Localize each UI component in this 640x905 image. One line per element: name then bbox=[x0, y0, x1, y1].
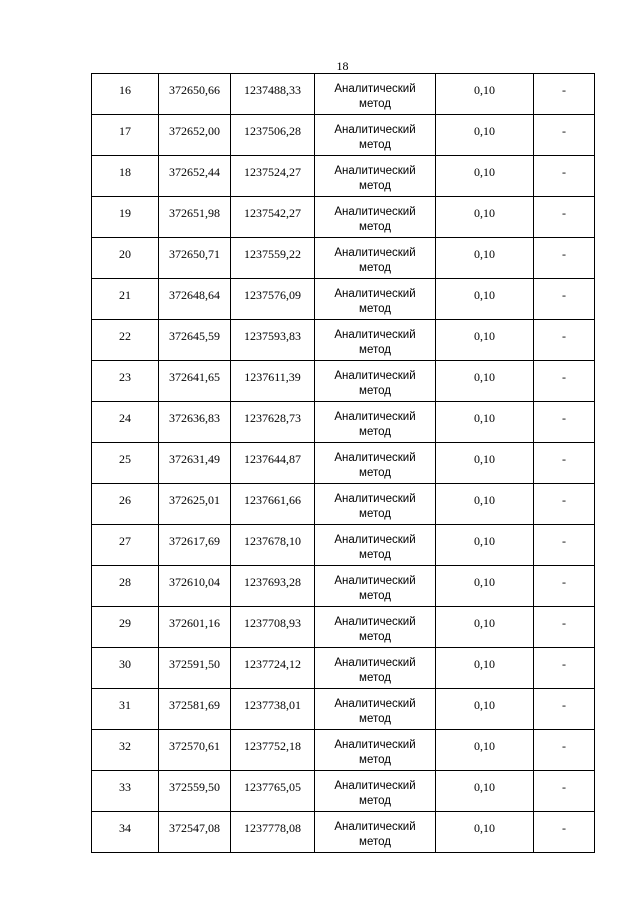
note-cell bbox=[534, 812, 595, 853]
method-line-1: Аналитический bbox=[334, 288, 416, 300]
method-line-2: метод bbox=[359, 549, 391, 561]
note-cell bbox=[534, 402, 595, 443]
x-coordinate-cell bbox=[159, 197, 231, 238]
method-line-1: Аналитический bbox=[334, 821, 416, 833]
accuracy-cell bbox=[436, 607, 534, 648]
accuracy-value: 0,10 bbox=[474, 247, 495, 261]
point-number-cell bbox=[92, 648, 159, 689]
point-number-value: 16 bbox=[119, 83, 131, 97]
accuracy-cell bbox=[436, 812, 534, 853]
y-coordinate-cell bbox=[231, 279, 315, 320]
accuracy-cell bbox=[436, 402, 534, 443]
accuracy-value: 0,10 bbox=[474, 575, 495, 589]
note-cell bbox=[534, 320, 595, 361]
x-coordinate-cell bbox=[159, 320, 231, 361]
method-cell bbox=[315, 279, 436, 320]
method-line-2: метод bbox=[359, 426, 391, 438]
method-line-2: метод bbox=[359, 262, 391, 274]
table-row bbox=[92, 484, 595, 525]
method-cell bbox=[315, 74, 436, 115]
note-value: - bbox=[562, 411, 566, 425]
accuracy-value: 0,10 bbox=[474, 83, 495, 97]
x-coordinate-value: 372652,44 bbox=[169, 165, 220, 179]
y-coordinate-value: 1237644,87 bbox=[244, 452, 301, 466]
method-cell bbox=[315, 443, 436, 484]
table-row bbox=[92, 566, 595, 607]
accuracy-cell bbox=[436, 689, 534, 730]
x-coordinate-value: 372559,50 bbox=[169, 780, 220, 794]
method-line-1: Аналитический bbox=[334, 575, 416, 587]
note-cell bbox=[534, 115, 595, 156]
coordinates-table bbox=[91, 73, 595, 853]
x-coordinate-cell bbox=[159, 402, 231, 443]
note-cell bbox=[534, 525, 595, 566]
note-value: - bbox=[562, 698, 566, 712]
accuracy-cell bbox=[436, 156, 534, 197]
note-cell bbox=[534, 484, 595, 525]
accuracy-cell bbox=[436, 771, 534, 812]
accuracy-value: 0,10 bbox=[474, 165, 495, 179]
method-line-2: метод bbox=[359, 713, 391, 725]
method-line-2: метод bbox=[359, 98, 391, 110]
point-number-cell bbox=[92, 402, 159, 443]
method-line-2: метод bbox=[359, 508, 391, 520]
table-row bbox=[92, 730, 595, 771]
y-coordinate-value: 1237738,01 bbox=[244, 698, 301, 712]
x-coordinate-cell bbox=[159, 156, 231, 197]
x-coordinate-value: 372591,50 bbox=[169, 657, 220, 671]
y-coordinate-value: 1237524,27 bbox=[244, 165, 301, 179]
method-line-2: метод bbox=[359, 795, 391, 807]
point-number-value: 21 bbox=[119, 288, 131, 302]
method-line-1: Аналитический bbox=[334, 124, 416, 136]
note-value: - bbox=[562, 534, 566, 548]
point-number-value: 22 bbox=[119, 329, 131, 343]
method-line-2: метод bbox=[359, 754, 391, 766]
point-number-cell bbox=[92, 74, 159, 115]
x-coordinate-value: 372641,65 bbox=[169, 370, 220, 384]
note-value: - bbox=[562, 288, 566, 302]
y-coordinate-cell bbox=[231, 771, 315, 812]
method-line-2: метод bbox=[359, 836, 391, 848]
y-coordinate-value: 1237678,10 bbox=[244, 534, 301, 548]
x-coordinate-value: 372645,59 bbox=[169, 329, 220, 343]
y-coordinate-cell bbox=[231, 607, 315, 648]
note-value: - bbox=[562, 780, 566, 794]
table-row bbox=[92, 279, 595, 320]
note-value: - bbox=[562, 452, 566, 466]
point-number-value: 27 bbox=[119, 534, 131, 548]
method-line-1: Аналитический bbox=[334, 165, 416, 177]
accuracy-value: 0,10 bbox=[474, 657, 495, 671]
point-number-cell bbox=[92, 115, 159, 156]
note-value: - bbox=[562, 206, 566, 220]
table-row bbox=[92, 320, 595, 361]
y-coordinate-cell bbox=[231, 648, 315, 689]
method-cell bbox=[315, 730, 436, 771]
accuracy-value: 0,10 bbox=[474, 493, 495, 507]
point-number-value: 30 bbox=[119, 657, 131, 671]
x-coordinate-cell bbox=[159, 730, 231, 771]
method-line-1: Аналитический bbox=[334, 370, 416, 382]
method-cell bbox=[315, 238, 436, 279]
table-row bbox=[92, 525, 595, 566]
note-cell bbox=[534, 74, 595, 115]
y-coordinate-value: 1237506,28 bbox=[244, 124, 301, 138]
method-line-1: Аналитический bbox=[334, 780, 416, 792]
accuracy-value: 0,10 bbox=[474, 329, 495, 343]
accuracy-value: 0,10 bbox=[474, 780, 495, 794]
point-number-cell bbox=[92, 484, 159, 525]
table-row bbox=[92, 443, 595, 484]
method-line-1: Аналитический bbox=[334, 493, 416, 505]
point-number-cell bbox=[92, 320, 159, 361]
note-cell bbox=[534, 279, 595, 320]
x-coordinate-cell bbox=[159, 443, 231, 484]
y-coordinate-value: 1237752,18 bbox=[244, 739, 301, 753]
method-line-1: Аналитический bbox=[334, 739, 416, 751]
x-coordinate-value: 372648,64 bbox=[169, 288, 220, 302]
table-row bbox=[92, 361, 595, 402]
y-coordinate-value: 1237765,05 bbox=[244, 780, 301, 794]
accuracy-value: 0,10 bbox=[474, 452, 495, 466]
note-value: - bbox=[562, 124, 566, 138]
point-number-value: 34 bbox=[119, 821, 131, 835]
method-line-2: метод bbox=[359, 385, 391, 397]
note-cell bbox=[534, 156, 595, 197]
method-line-1: Аналитический bbox=[334, 206, 416, 218]
x-coordinate-value: 372547,08 bbox=[169, 821, 220, 835]
table-row bbox=[92, 115, 595, 156]
y-coordinate-cell bbox=[231, 238, 315, 279]
note-value: - bbox=[562, 657, 566, 671]
note-cell bbox=[534, 607, 595, 648]
table-row bbox=[92, 156, 595, 197]
accuracy-value: 0,10 bbox=[474, 206, 495, 220]
method-line-1: Аналитический bbox=[334, 616, 416, 628]
method-line-1: Аналитический bbox=[334, 534, 416, 546]
y-coordinate-cell bbox=[231, 197, 315, 238]
point-number-cell bbox=[92, 689, 159, 730]
accuracy-cell bbox=[436, 361, 534, 402]
method-line-1: Аналитический bbox=[334, 247, 416, 259]
y-coordinate-value: 1237611,39 bbox=[244, 370, 301, 384]
y-coordinate-value: 1237542,27 bbox=[244, 206, 301, 220]
point-number-value: 18 bbox=[119, 165, 131, 179]
method-cell bbox=[315, 689, 436, 730]
y-coordinate-value: 1237628,73 bbox=[244, 411, 301, 425]
accuracy-value: 0,10 bbox=[474, 739, 495, 753]
x-coordinate-cell bbox=[159, 361, 231, 402]
method-cell bbox=[315, 525, 436, 566]
accuracy-value: 0,10 bbox=[474, 411, 495, 425]
y-coordinate-cell bbox=[231, 525, 315, 566]
y-coordinate-cell bbox=[231, 730, 315, 771]
table-row bbox=[92, 689, 595, 730]
accuracy-value: 0,10 bbox=[474, 698, 495, 712]
method-cell bbox=[315, 197, 436, 238]
point-number-value: 23 bbox=[119, 370, 131, 384]
accuracy-value: 0,10 bbox=[474, 534, 495, 548]
x-coordinate-cell bbox=[159, 812, 231, 853]
method-cell bbox=[315, 361, 436, 402]
y-coordinate-cell bbox=[231, 566, 315, 607]
accuracy-cell bbox=[436, 730, 534, 771]
accuracy-cell bbox=[436, 320, 534, 361]
y-coordinate-cell bbox=[231, 443, 315, 484]
table-row bbox=[92, 402, 595, 443]
accuracy-cell bbox=[436, 484, 534, 525]
method-line-2: метод bbox=[359, 139, 391, 151]
method-cell bbox=[315, 156, 436, 197]
table-row bbox=[92, 197, 595, 238]
y-coordinate-cell bbox=[231, 812, 315, 853]
accuracy-cell bbox=[436, 238, 534, 279]
note-value: - bbox=[562, 821, 566, 835]
point-number-value: 26 bbox=[119, 493, 131, 507]
x-coordinate-value: 372651,98 bbox=[169, 206, 220, 220]
method-line-2: метод bbox=[359, 303, 391, 315]
y-coordinate-value: 1237693,28 bbox=[244, 575, 301, 589]
note-value: - bbox=[562, 83, 566, 97]
method-cell bbox=[315, 115, 436, 156]
x-coordinate-cell bbox=[159, 484, 231, 525]
y-coordinate-value: 1237559,22 bbox=[244, 247, 301, 261]
method-cell bbox=[315, 566, 436, 607]
method-line-1: Аналитический bbox=[334, 411, 416, 423]
y-coordinate-cell bbox=[231, 320, 315, 361]
x-coordinate-cell bbox=[159, 566, 231, 607]
note-cell bbox=[534, 238, 595, 279]
accuracy-value: 0,10 bbox=[474, 124, 495, 138]
y-coordinate-value: 1237778,08 bbox=[244, 821, 301, 835]
x-coordinate-value: 372625,01 bbox=[169, 493, 220, 507]
note-value: - bbox=[562, 616, 566, 630]
y-coordinate-value: 1237576,09 bbox=[244, 288, 301, 302]
point-number-value: 17 bbox=[119, 124, 131, 138]
method-cell bbox=[315, 484, 436, 525]
y-coordinate-value: 1237661,66 bbox=[244, 493, 301, 507]
x-coordinate-cell bbox=[159, 74, 231, 115]
method-line-2: метод bbox=[359, 221, 391, 233]
note-cell bbox=[534, 771, 595, 812]
accuracy-cell bbox=[436, 197, 534, 238]
method-line-1: Аналитический bbox=[334, 83, 416, 95]
table-row bbox=[92, 771, 595, 812]
note-value: - bbox=[562, 370, 566, 384]
point-number-cell bbox=[92, 607, 159, 648]
x-coordinate-value: 372631,49 bbox=[169, 452, 220, 466]
note-cell bbox=[534, 197, 595, 238]
y-coordinate-cell bbox=[231, 115, 315, 156]
accuracy-value: 0,10 bbox=[474, 821, 495, 835]
x-coordinate-cell bbox=[159, 525, 231, 566]
y-coordinate-value: 1237593,83 bbox=[244, 329, 301, 343]
point-number-cell bbox=[92, 812, 159, 853]
point-number-cell bbox=[92, 361, 159, 402]
method-line-2: метод bbox=[359, 467, 391, 479]
x-coordinate-cell bbox=[159, 771, 231, 812]
method-cell bbox=[315, 812, 436, 853]
accuracy-cell bbox=[436, 279, 534, 320]
y-coordinate-cell bbox=[231, 74, 315, 115]
method-line-2: метод bbox=[359, 590, 391, 602]
x-coordinate-value: 372650,71 bbox=[169, 247, 220, 261]
note-value: - bbox=[562, 165, 566, 179]
note-cell bbox=[534, 361, 595, 402]
x-coordinate-value: 372610,04 bbox=[169, 575, 220, 589]
note-cell bbox=[534, 648, 595, 689]
y-coordinate-value: 1237708,93 bbox=[244, 616, 301, 630]
y-coordinate-value: 1237488,33 bbox=[244, 83, 301, 97]
method-line-1: Аналитический bbox=[334, 329, 416, 341]
note-value: - bbox=[562, 247, 566, 261]
method-line-2: метод bbox=[359, 631, 391, 643]
point-number-value: 25 bbox=[119, 452, 131, 466]
y-coordinate-cell bbox=[231, 156, 315, 197]
point-number-cell bbox=[92, 771, 159, 812]
x-coordinate-value: 372601,16 bbox=[169, 616, 220, 630]
point-number-cell bbox=[92, 730, 159, 771]
y-coordinate-cell bbox=[231, 689, 315, 730]
table-row bbox=[92, 607, 595, 648]
point-number-value: 19 bbox=[119, 206, 131, 220]
x-coordinate-value: 372636,83 bbox=[169, 411, 220, 425]
point-number-value: 29 bbox=[119, 616, 131, 630]
point-number-value: 28 bbox=[119, 575, 131, 589]
table-row bbox=[92, 238, 595, 279]
y-coordinate-cell bbox=[231, 361, 315, 402]
accuracy-value: 0,10 bbox=[474, 288, 495, 302]
x-coordinate-cell bbox=[159, 279, 231, 320]
accuracy-cell bbox=[436, 648, 534, 689]
method-cell bbox=[315, 771, 436, 812]
note-cell bbox=[534, 443, 595, 484]
point-number-cell bbox=[92, 566, 159, 607]
point-number-value: 33 bbox=[119, 780, 131, 794]
x-coordinate-cell bbox=[159, 689, 231, 730]
x-coordinate-value: 372617,69 bbox=[169, 534, 220, 548]
accuracy-cell bbox=[436, 525, 534, 566]
x-coordinate-value: 372581,69 bbox=[169, 698, 220, 712]
note-value: - bbox=[562, 739, 566, 753]
method-cell bbox=[315, 648, 436, 689]
method-cell bbox=[315, 607, 436, 648]
x-coordinate-cell bbox=[159, 607, 231, 648]
note-value: - bbox=[562, 329, 566, 343]
x-coordinate-cell bbox=[159, 115, 231, 156]
note-cell bbox=[534, 730, 595, 771]
table-row bbox=[92, 648, 595, 689]
point-number-cell bbox=[92, 197, 159, 238]
accuracy-cell bbox=[436, 115, 534, 156]
accuracy-cell bbox=[436, 566, 534, 607]
point-number-cell bbox=[92, 525, 159, 566]
note-cell bbox=[534, 566, 595, 607]
accuracy-cell bbox=[436, 74, 534, 115]
table-row bbox=[92, 74, 595, 115]
point-number-value: 31 bbox=[119, 698, 131, 712]
accuracy-cell bbox=[436, 443, 534, 484]
method-line-2: метод bbox=[359, 344, 391, 356]
note-value: - bbox=[562, 493, 566, 507]
y-coordinate-cell bbox=[231, 484, 315, 525]
x-coordinate-cell bbox=[159, 238, 231, 279]
x-coordinate-value: 372570,61 bbox=[169, 739, 220, 753]
point-number-cell bbox=[92, 279, 159, 320]
method-cell bbox=[315, 320, 436, 361]
method-line-1: Аналитический bbox=[334, 452, 416, 464]
point-number-cell bbox=[92, 443, 159, 484]
point-number-value: 24 bbox=[119, 411, 131, 425]
point-number-value: 20 bbox=[119, 247, 131, 261]
x-coordinate-value: 372650,66 bbox=[169, 83, 220, 97]
method-line-1: Аналитический bbox=[334, 657, 416, 669]
point-number-value: 32 bbox=[119, 739, 131, 753]
point-number-cell bbox=[92, 156, 159, 197]
note-cell bbox=[534, 689, 595, 730]
y-coordinate-value: 1237724,12 bbox=[244, 657, 301, 671]
table-row bbox=[92, 812, 595, 853]
accuracy-value: 0,10 bbox=[474, 616, 495, 630]
method-line-2: метод bbox=[359, 672, 391, 684]
x-coordinate-value: 372652,00 bbox=[169, 124, 220, 138]
note-value: - bbox=[562, 575, 566, 589]
method-line-2: метод bbox=[359, 180, 391, 192]
x-coordinate-cell bbox=[159, 648, 231, 689]
method-line-1: Аналитический bbox=[334, 698, 416, 710]
y-coordinate-cell bbox=[231, 402, 315, 443]
accuracy-value: 0,10 bbox=[474, 370, 495, 384]
page-number: 18 bbox=[336, 59, 349, 73]
method-cell bbox=[315, 402, 436, 443]
coordinates-table-body bbox=[92, 74, 595, 853]
point-number-cell bbox=[92, 238, 159, 279]
